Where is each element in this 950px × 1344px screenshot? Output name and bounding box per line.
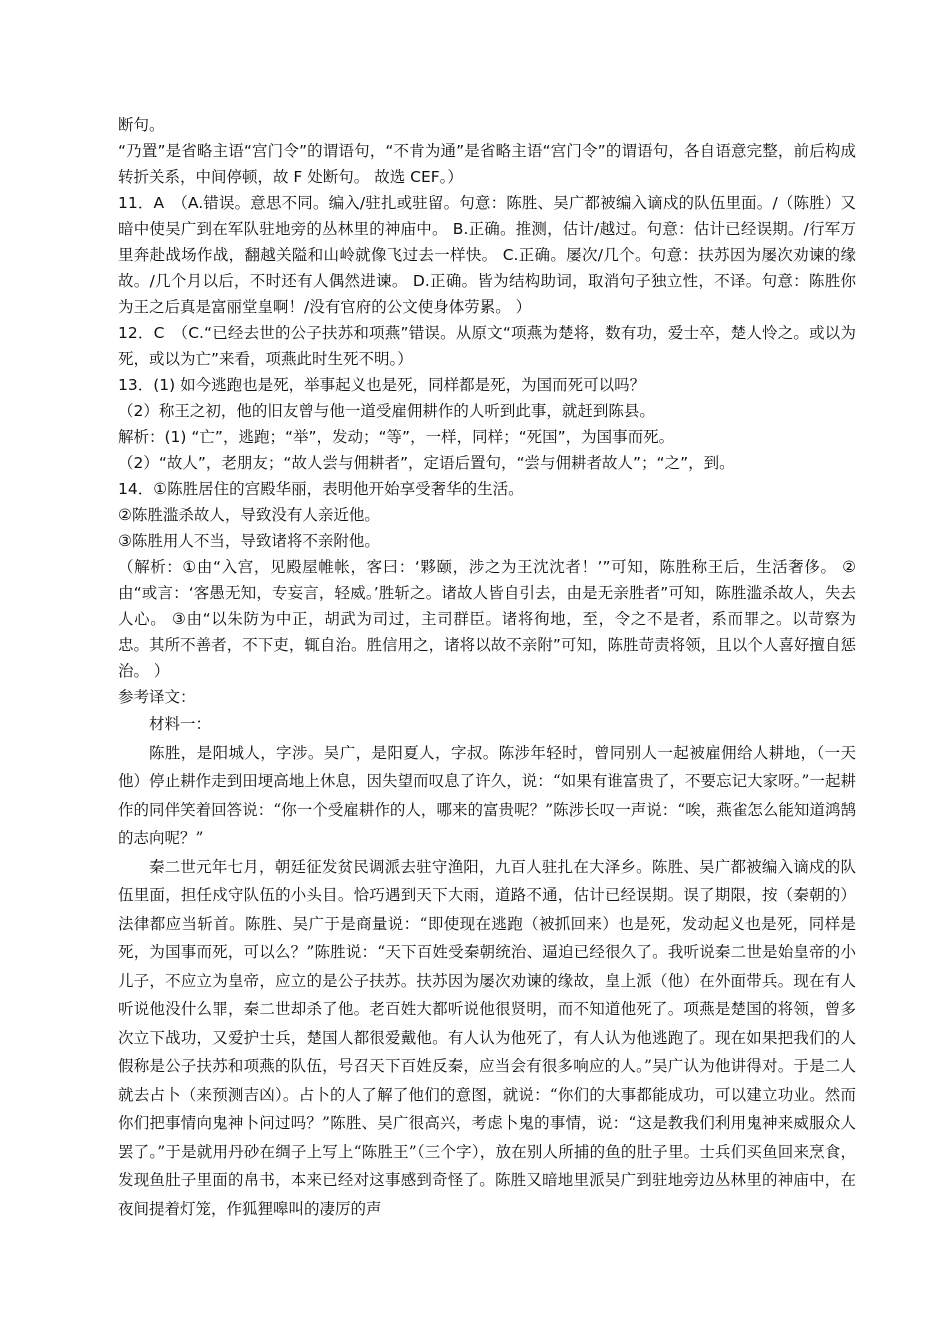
answer-13-analysis-2: （2）“故人”，老朋友；“故人尝与佣耕者”，定语后置句，“尝与佣耕者故人”；“之”，到。 <box>118 454 735 472</box>
translation-paragraph: 秦二世元年七月，朝廷征发贫民调派去驻守渔阳，九百人驻扎在大泽乡。陈胜、吴广都被编入谪戍的队伍里面，担任戍守队伍的小头目。恰巧遇到天下大雨，道路不通，估计已经误期。误了期限，按（秦朝的）法律都应当斩首。陈胜、吴广于是商量说：“即使现在逃跑（被抓回来）也是死，发动起义也是死，同样是死，为国事而死，可以么？”陈胜说：“天下百姓受秦朝统治、逼迫已经很久了。我听说秦二世是始皇帝的小儿子，不应立为皇帝，应立的是公子扶苏。扶苏因为屡次劝谏的缘故，皇上派（他）在外面带兵。现在有人听说他没什么罪，秦二世却杀了他。老百姓大都听说他很贤明，而不知道他死了。项燕是楚国的将领，曾多次立下战功，又爱护士兵，楚国人都很爱戴他。有人认为他死了，有人认为他逃跑了。现在如果把我们的人假称是公子扶苏和项燕的队伍，号召天下百姓反秦，应当会有很多响应的人。”吴广认为他讲得对。于是二人就去占卜（来预测吉凶）。占卜的人了解了他们的意图，就说：“你们的大事都能成功，可以建立功业。然而你们把事情向鬼神卜问过吗？”陈胜、吴广很高兴，考虑卜鬼的事情，说：“这是教我们利用鬼神来威服众人罢了。”于是就用丹砂在绸子上写上“陈胜王”（三个字），放在别人所捕的鱼的肚子里。士兵们买鱼回来烹食，发现鱼肚子里面的帛书，本来已经对这事感到奇怪了。陈胜又暗地里派吴广到驻地旁边丛林里的神庙中，在夜间提着灯笼，作狐狸嗥叫的凄厉的声 <box>118 857 856 1218</box>
answer-line-continuation: 断句。 <box>118 116 165 134</box>
answer-11: 11．A （A.错误。意思不同。编入/驻扎或驻留。句意：陈胜、吴广都被编入谪戍的队伍里面。/（陈胜）又暗中使吴广到在军队驻地旁的丛林里的神庙中。 B.正确。推测，估计/越过。句意：估计已经误期。/行军万里奔赴战场作战，翻越关隘和山岭就像飞过去一样快。 C.正确。屡次/几个。句意：扶苏因为屡次劝谏的缘故。/几个月以后，不时还有人偶然进谏。 D.正确。皆为结构助词，取消句子独立性，不译。句意：陈胜你为王之后真是富丽堂皇啊！/没有官府的公文使身体劳累。 ） <box>118 194 856 316</box>
answer-explanation-f: “乃置”是省略主语“宫门令”的谓语句，“不肯为通”是省略主语“宫门令”的谓语句，各自语意完整，前后构成转折关系，中间停顿，故 F 处断句。 故选 CEF。） <box>118 142 856 186</box>
material-one-heading: 材料一： <box>149 715 212 733</box>
answer-13-part2: （2）称王之初，他的旧友曾与他一道受雇佣耕作的人听到此事，就赶到陈县。 <box>118 402 655 420</box>
answer-14-point1: 14．①陈胜居住的宫殿华丽，表明他开始享受奢华的生活。 <box>118 480 524 498</box>
reference-translation-title: 参考译文： <box>118 688 196 706</box>
answer-13-part1: 13．(1) 如今逃跑也是死，举事起义也是死，同样都是死，为国而死可以吗？ <box>118 376 646 394</box>
answer-12: 12．C （C.“已经去世的公子扶苏和项燕”错误。从原文“项燕为楚将，数有功，爱士卒，楚人怜之。或以为死，或以为亡”来看，项燕此时生死不明。） <box>118 324 856 368</box>
answer-14-point2: ②陈胜滥杀故人，导致没有人亲近他。 <box>118 506 380 524</box>
answer-14-analysis: （解析：①由“入宫，见殿屋帷帐，客曰：‘夥颐，涉之为王沈沈者！’”可知，陈胜称王后，生活奢侈。 ②由“或言：‘客愚无知，专妄言，轻威。’胜斩之。诸故人皆自引去，由是无亲胜者”可知，陈胜滥杀故人，失去人心。 ③由“以朱防为中正，胡武为司过，主司群臣。诸将徇地，至，令之不是者，系而罪之。以苛察为忠。其所不善者，不下吏，辄自治。胜信用之，诸将以故不亲附”可知，陈胜苛责将领，且以个人喜好擅自惩治。 ） <box>118 558 856 680</box>
page-content <box>118 112 856 1223</box>
answer-14-point3: ③陈胜用人不当，导致诸将不亲附他。 <box>118 532 380 550</box>
answer-13-analysis-1: 解析：(1) “亡”，逃跑；“举”，发动；“等”，一样，同样；“死国”，为国事而死。 <box>118 428 675 446</box>
translation-paragraph: 陈胜，是阳城人，字涉。吴广，是阳夏人，字叔。陈涉年轻时，曾同别人一起被雇佣给人耕地，（一天他）停止耕作走到田埂高地上休息，因失望而叹息了许久，说：“如果有谁富贵了，不要忘记大家呀。”一起耕作的同伴笑着回答说：“你一个受雇耕作的人，哪来的富贵呢？”陈涉长叹一声说：“唉，燕雀怎么能知道鸿鹄的志向呢？” <box>118 743 856 847</box>
